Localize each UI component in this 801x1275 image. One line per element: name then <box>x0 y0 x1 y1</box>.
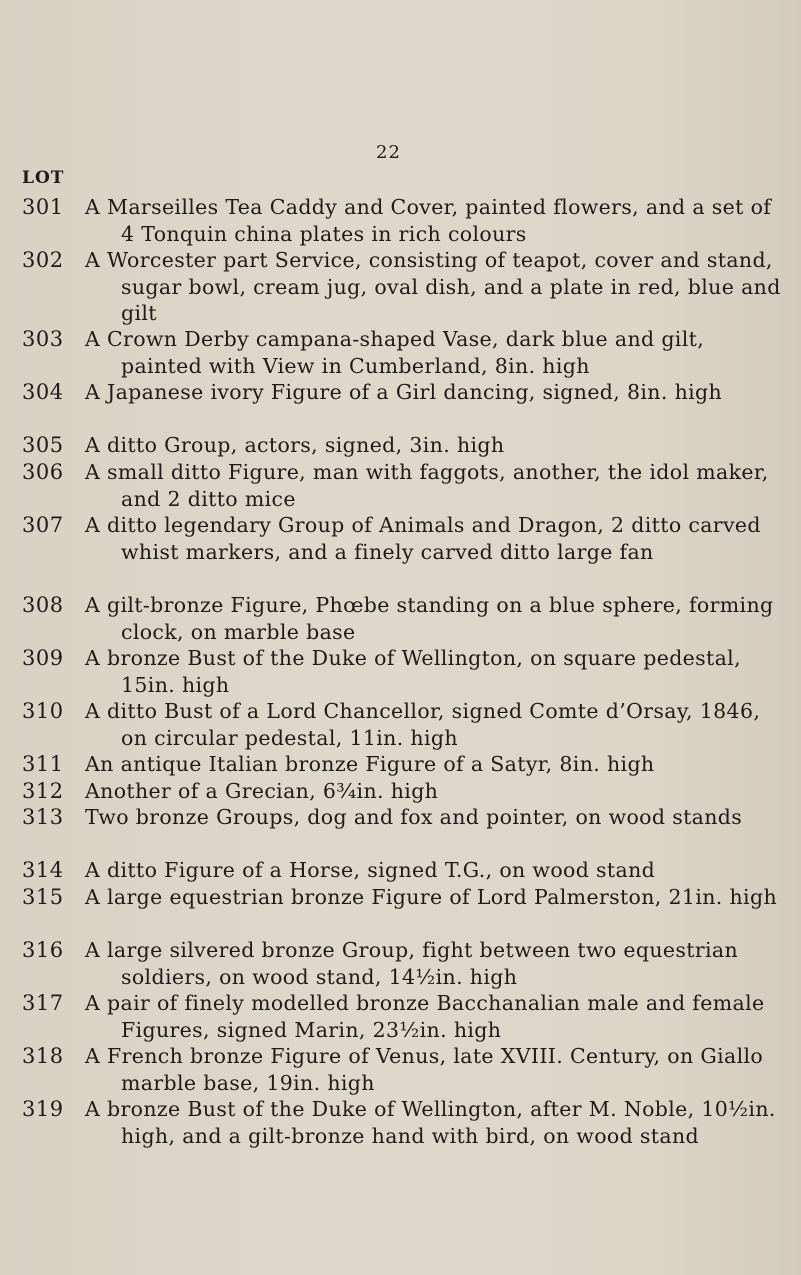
lot-item <box>0 884 801 937</box>
lot-description: A Crown Derby campana-shaped Vase, dark blue and gilt, painted with View in Cumberland, 8in. high <box>85 327 705 378</box>
lot-column-header: LOT <box>22 168 65 188</box>
lot-item <box>0 379 801 432</box>
lot-item <box>0 459 801 512</box>
lot-description: Two bronze Groups, dog and fox and pointer, on wood stands <box>85 805 743 829</box>
lot-item <box>0 751 801 778</box>
lot-number: 316 <box>22 938 64 962</box>
lot-item <box>0 857 801 884</box>
lot-description: A ditto legendary Group of Animals and Dragon, 2 ditto carved whist markers, and a finely carved ditto large fan <box>85 513 761 564</box>
lot-description: A ditto Group, actors, signed, 3in. high <box>85 433 505 457</box>
lot-number: 314 <box>22 858 64 882</box>
lot-item <box>0 1096 801 1176</box>
lot-item <box>0 937 801 990</box>
lot-number: 313 <box>22 805 64 829</box>
lot-description: A Japanese ivory Figure of a Girl dancing, signed, 8in. high <box>85 380 723 404</box>
lot-number: 312 <box>22 779 64 803</box>
lot-item <box>0 804 801 857</box>
lot-item <box>0 698 801 751</box>
lot-item <box>0 990 801 1043</box>
lot-number: 310 <box>22 699 64 723</box>
lot-description: A ditto Bust of a Lord Chancellor, signed Comte d’Orsay, 1846, on circular pedestal, 11in. high <box>85 699 761 750</box>
lot-description: An antique Italian bronze Figure of a Satyr, 8in. high <box>85 752 655 776</box>
lot-item <box>0 194 801 247</box>
lot-description: A Worcester part Service, consisting of teapot, cover and stand, sugar bowl, cream jug, oval dish, and a plate in red, blue and gilt <box>85 248 781 325</box>
lot-number: 309 <box>22 646 64 670</box>
lot-description: A pair of finely modelled bronze Bacchanalian male and female Figures, signed Marin, 23½in. high <box>85 991 765 1042</box>
lot-description: A bronze Bust of the Duke of Wellington, on square pedestal, 15in. high <box>85 646 741 697</box>
lot-number: 319 <box>22 1097 64 1121</box>
lot-number: 302 <box>22 248 64 272</box>
lot-number: 311 <box>22 752 64 776</box>
lot-description: A bronze Bust of the Duke of Wellington, after M. Noble, 10½in. high, and a gilt-bronze hand with bird, on wood stand <box>85 1097 776 1148</box>
lot-number: 304 <box>22 380 64 404</box>
lot-item <box>0 247 801 326</box>
lot-description: A small ditto Figure, man with faggots, another, the idol maker, and 2 ditto mice <box>85 460 769 511</box>
lot-item <box>0 778 801 804</box>
lot-description: A large silvered bronze Group, fight between two equestrian soldiers, on wood stand, 14½in. high <box>85 938 739 989</box>
lot-description: A ditto Figure of a Horse, signed T.G., on wood stand <box>85 858 656 882</box>
lot-description: A Marseilles Tea Caddy and Cover, painted flowers, and a set of 4 Tonquin china plates in rich colours <box>85 195 772 246</box>
page-number: 22 <box>376 142 401 163</box>
lot-description: A French bronze Figure of Venus, late XVIII. Century, on Giallo marble base, 19in. high <box>85 1044 764 1095</box>
lot-number: 301 <box>22 195 64 219</box>
lot-description: A gilt-bronze Figure, Phœbe standing on a blue sphere, forming clock, on marble base <box>85 593 774 644</box>
lot-number: 306 <box>22 460 64 484</box>
lot-description: A large equestrian bronze Figure of Lord Palmerston, 21in. high <box>85 885 777 909</box>
lot-description: Another of a Grecian, 6¾in. high <box>85 779 439 803</box>
lot-number: 315 <box>22 885 64 909</box>
lot-number: 303 <box>22 327 64 351</box>
lot-item <box>0 326 801 379</box>
lot-number: 305 <box>22 433 64 457</box>
lot-item <box>0 1043 801 1096</box>
lot-number: 308 <box>22 593 64 617</box>
lot-item <box>0 512 801 592</box>
lot-number: 318 <box>22 1044 64 1068</box>
lot-item <box>0 645 801 698</box>
lot-list <box>0 194 801 1176</box>
lot-item <box>0 432 801 459</box>
lot-number: 317 <box>22 991 64 1015</box>
lot-number: 307 <box>22 513 64 537</box>
lot-item <box>0 592 801 645</box>
